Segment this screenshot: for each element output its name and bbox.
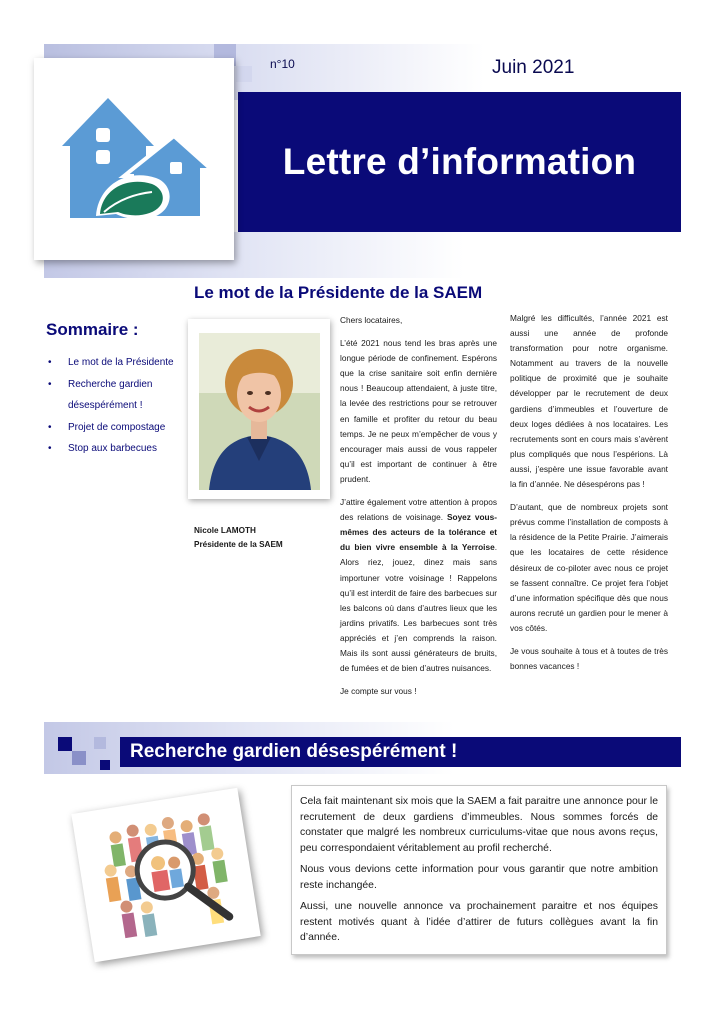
paragraph-text: J’attire également votre attention à propos des relations de voisinage. [340, 497, 497, 523]
sommaire-item[interactable]: • Recherche gardien désespérément ! [46, 374, 196, 417]
president-role: Présidente de la SAEM [194, 540, 283, 549]
decor-square [58, 737, 72, 751]
president-name: Nicole LAMOTH [194, 526, 256, 535]
crowd-drawing [71, 788, 260, 962]
paragraph: Je compte sur vous ! [340, 686, 417, 697]
sommaire-list [46, 352, 196, 460]
gardien-text-box [291, 785, 667, 955]
paragraph-bold-text: Soyez vous-mêmes des acteurs de la tolérance et du bien vivre ensemble à la Yerroise [340, 512, 497, 553]
president-section-title: Le mot de la Présidente de la SAEM [194, 283, 483, 302]
president-portrait [199, 333, 320, 490]
sommaire-title: Sommaire : [46, 320, 139, 339]
sommaire-item[interactable]: • Projet de compostage [46, 417, 196, 439]
issue-number: n°10 [270, 57, 295, 71]
paragraph: Chers locataires, [340, 315, 403, 325]
logo-frame [34, 58, 234, 260]
paragraph [340, 495, 497, 676]
paragraph: Aussi, une nouvelle annonce va prochainement paraitre et nos équipes restent motivés quant à l’idée d’attirer de futurs collègues avant la fin d’année. [300, 901, 658, 943]
president-text-column-2 [510, 311, 668, 682]
house-leaf-logo-icon [34, 58, 234, 260]
portrait-illustration [199, 333, 320, 490]
paragraph: D’autant, que de nombreux projets sont prévus comme l’installation de composts à la résidence de la Petite Prairie. J’aimerais que les locataires de cette résidence désireux de co-piloter avec nous ce projet se fassent connaître. Ce projet fera l’objet d’une information spécifique dès que nous aurons recruté un gardien pour le mener à vos côtés. [510, 502, 668, 633]
paragraph: Je vous souhaite à tous et à toutes de très bonnes vacances ! [510, 645, 668, 672]
decor-square [236, 66, 252, 82]
sommaire-item[interactable]: • Stop aux barbecues [46, 438, 196, 460]
president-text-column-1 [340, 313, 497, 707]
issue-date: Juin 2021 [492, 57, 575, 78]
newsletter-title: Lettre d’information [282, 141, 637, 182]
president-caption [194, 524, 283, 552]
decor-square [100, 760, 110, 770]
magnifier-crowd-illustration [71, 788, 260, 962]
decor-square [72, 751, 86, 765]
decor-square [94, 737, 106, 749]
paragraph-text: . Alors riez, jouez, dinez mais sans importuner votre voisinage ! Rappelons qu’il est interdit de faire des barbecues sur les balcons où dans d’autres lieux que les jardins privatifs. Les barbecues sont très appréciés et j’en comprends la raison. Mais ils sont aussi générateurs de bruits, de fumées et de bien d’autres nuisances. [340, 542, 497, 674]
paragraph: L’été 2021 nous tend les bras après une longue période de confinement. Espérons que la crise sanitaire soit enfin dernière nous ! Beaucoup attendaient, à juste titre, la levée des restrictions pour se retrouver en famille et profiter du retour du beau temps. Je ne peux m’empêcher de vous y encourager mais aussi de vous rappeler qu’il est important de continuer à être prudent. [340, 338, 497, 484]
gardien-section-title: Recherche gardien désespérément ! [130, 741, 458, 762]
paragraph: Nous vous devions cette information pour vous garantir que notre ambition reste inchangée. [300, 864, 658, 891]
paragraph: Cela fait maintenant six mois que la SAEM a fait paraitre une annonce pour le recrutement de deux gardiens d’immeubles. Nous sommes forcés de constater que malgré les nombreux curriculums-vitae que nous avons reçus, peu correspondaient véritablement au profil recherché. [300, 796, 658, 854]
paragraph: Malgré les difficultés, l’année 2021 est aussi une année de profonde transformation pour notre organisme. Notamment au travers de la nouvelle politique de proximité que je souhaite développer par le recrutement de deux gardiens d’immeubles et l’ouverture de deux loges dédiées à nos locataires. Les recrutements sont en cours mais s’avèrent plus compliqués que nous l’espérions. Là aussi, j’espère une issue favorable avant la fin d’année. Ne désespérons pas ! [510, 313, 668, 490]
sommaire-item[interactable]: • Le mot de la Présidente [46, 352, 196, 374]
